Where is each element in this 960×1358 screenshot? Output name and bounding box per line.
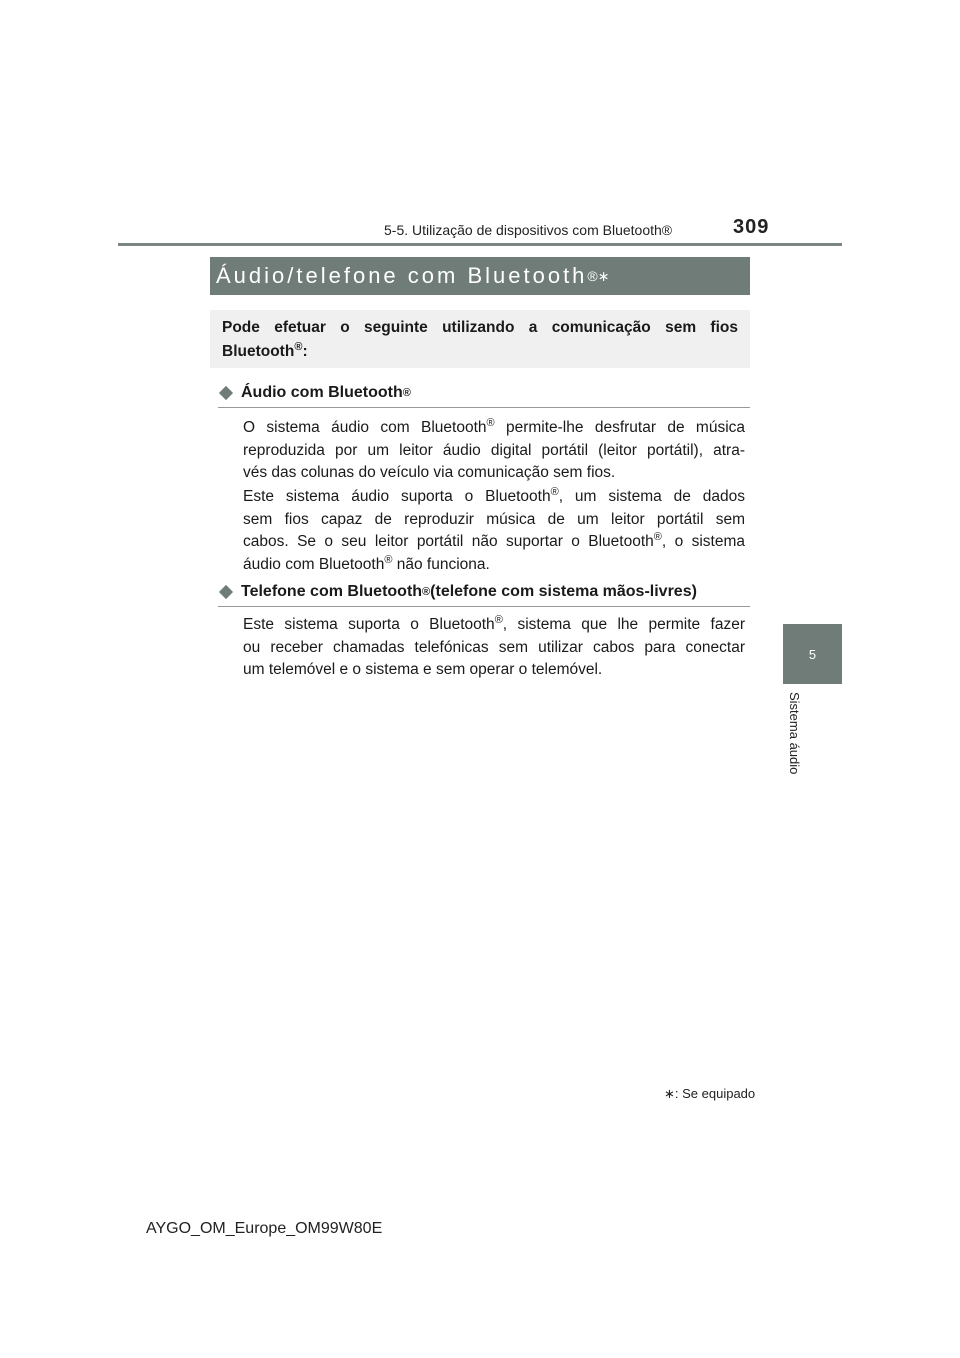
audio-p2-text-b: , um sistema de dados [558, 488, 745, 505]
audio-p2-line-2: sem fios capaz de reproduzir música de um leitor portátil sem [243, 510, 745, 528]
chapter-tab-number: 5 [808, 646, 817, 662]
chapter-tab-label: Sistema áudio [787, 692, 802, 775]
chapter-tab[interactable] [783, 624, 842, 684]
audio-p1-text-a: O sistema áudio com Bluetooth [243, 419, 487, 436]
audio-p1-line-2: reproduzida por um leitor áudio digital portátil (leitor portátil), atra- [243, 441, 745, 459]
audio-p2-text-d: , o sistema [661, 533, 745, 550]
phone-heading-rule [218, 606, 750, 607]
page-number: 309 [733, 216, 770, 238]
phone-line-2: ou receber chamadas telefónicas sem utilizar cabos para conectar [243, 638, 745, 656]
intro-bluetooth: Bluetooth [222, 343, 295, 360]
intro-reg: ® [294, 340, 303, 353]
phone-paragraph [243, 614, 745, 682]
audio-heading-rule [218, 407, 750, 408]
audio-p2-line-1 [243, 486, 745, 509]
phone-reg: ® [494, 613, 503, 626]
diamond-bullet-icon [219, 585, 233, 599]
intro-line-1: Pode efetuar o seguinte utilizando a comunicação sem fios [222, 319, 738, 336]
audio-paragraph-2 [243, 486, 745, 576]
intro-colon: : [302, 343, 308, 360]
audio-p1-line-1 [243, 417, 745, 440]
footnote-star: ∗ [664, 1086, 675, 1101]
intro-box [210, 310, 750, 368]
diamond-bullet-icon [219, 386, 233, 400]
phone-text-a: Este sistema suporta o Bluetooth [243, 616, 495, 633]
phone-heading-text-b: (telefone com sistema mãos-livres) [430, 583, 697, 600]
section-title: Áudio/telefone com Bluetooth [216, 263, 588, 288]
footnote [664, 1086, 755, 1102]
audio-heading: Áudio com Bluetooth ® [218, 384, 411, 402]
audio-heading-text: Áudio com Bluetooth [241, 384, 403, 401]
phone-line-3: um telemóvel e o sistema e sem operar o telemóvel. [243, 661, 603, 678]
audio-p2-text-e: áudio com Bluetooth [243, 555, 385, 573]
footnote-text: : Se equipado [674, 1086, 756, 1101]
audio-p2-text-f: não funciona. [392, 555, 490, 573]
phone-heading-text-a: Telefone com Bluetooth [241, 583, 423, 600]
audio-p2-line-3 [243, 531, 745, 554]
header-rule [118, 243, 842, 246]
phone-text-b: , sistema que lhe permite fazer [502, 616, 745, 633]
phone-line-1 [243, 614, 745, 637]
audio-paragraph-1 [243, 417, 745, 485]
intro-line-2 [222, 340, 738, 364]
chapter-heading: 5-5. Utilização de dispositivos com Bluetooth® [384, 222, 673, 238]
audio-p2-reg-2: ® [653, 530, 662, 543]
audio-p2-line-4 [243, 554, 745, 577]
audio-p1-line-3: vés das colunas do veículo via comunicação sem fios. [243, 464, 616, 481]
audio-p2-reg-1: ® [550, 485, 559, 498]
audio-p1-text-b: permite-lhe desfrutar de música [494, 419, 746, 436]
audio-p2-text-c: cabos. Se o seu leitor portátil não suportar o Bluetooth [243, 533, 654, 550]
document-code: AYGO_OM_Europe_OM99W80E [146, 1220, 383, 1237]
audio-p2-reg-3: ® [384, 553, 393, 566]
section-title-bar: Áudio/telefone com Bluetooth ® ∗ [210, 257, 750, 295]
audio-p2-text-a: Este sistema áudio suporta o Bluetooth [243, 488, 551, 505]
phone-heading: Telefone com Bluetooth ® (telefone com sistema mãos-livres) [218, 583, 697, 601]
audio-p1-reg: ® [486, 416, 495, 429]
